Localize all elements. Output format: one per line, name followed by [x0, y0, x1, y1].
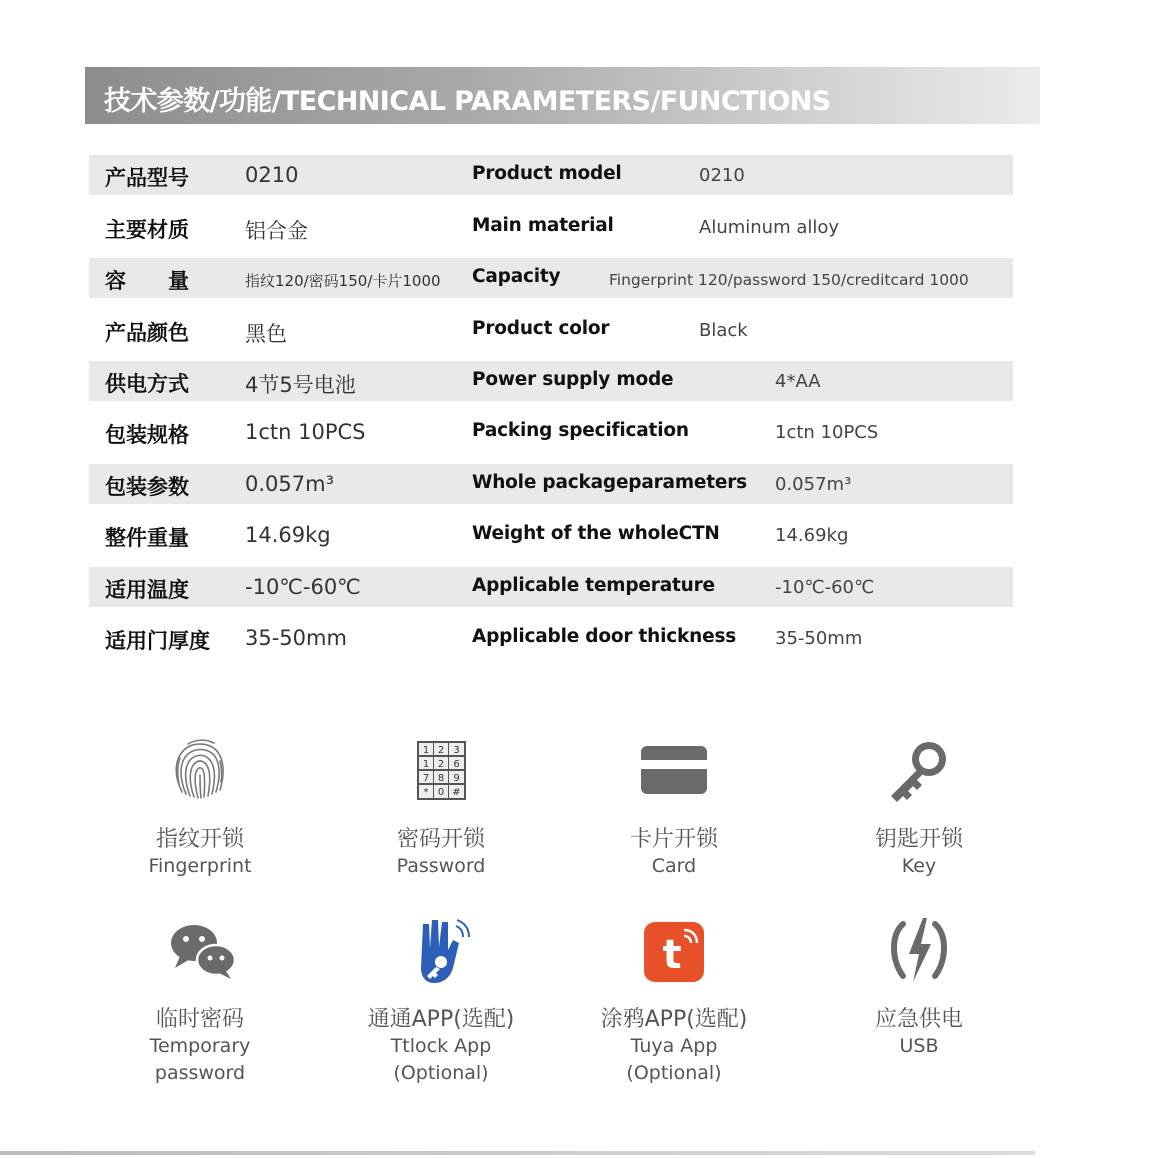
keypad-key: 1: [422, 759, 430, 770]
feature-cn-label: 涂鸦APP(选配): [600, 1007, 748, 1032]
keypad-key: 7: [422, 773, 430, 784]
feature-en-label: Ttlock App: [390, 1035, 492, 1057]
feature-password: [331, 730, 551, 880]
feature-en-label: Temporary: [149, 1035, 251, 1057]
spec-row-packing-spec: [89, 412, 1013, 452]
feature-en-label: Tuya App: [630, 1035, 718, 1057]
spec-row-weight: [89, 515, 1013, 555]
spec-en-value: 35-50mm: [775, 628, 863, 649]
spec-cn-label: 容 量: [105, 269, 189, 293]
section-header-banner: [85, 67, 1040, 124]
spec-cn-value: 铝合金: [245, 219, 308, 243]
keypad-key: *: [423, 787, 429, 798]
spec-cn-value: 1ctn 10PCS: [245, 420, 366, 444]
tuya-logo-letter: t: [662, 932, 682, 978]
spec-cn-label: 适用门厚度: [105, 629, 210, 653]
feature-en-label: Card: [651, 855, 697, 877]
feature-en-label: Fingerprint: [148, 855, 252, 877]
hand-key-icon: [401, 910, 481, 990]
feature-card: [564, 730, 784, 880]
spec-cn-value: 0.057m³: [245, 472, 334, 496]
feature-cn-label: 指纹开锁: [155, 827, 244, 852]
spec-en-value: 0.057m³: [775, 474, 852, 495]
spec-row-main-material: [89, 207, 1013, 247]
spec-en-value: -10℃-60℃: [775, 577, 875, 598]
spec-cn-label: 主要材质: [105, 218, 189, 242]
spec-row-product-model: [89, 155, 1013, 195]
spec-row-package-params: [89, 464, 1013, 504]
spec-cn-label: 产品颜色: [105, 321, 189, 345]
spec-cn-label: 整件重量: [105, 526, 189, 550]
spec-en-label: Packing specification: [472, 420, 689, 441]
keypad-key: 2: [437, 745, 445, 756]
keypad-key: #: [452, 787, 461, 798]
spec-cn-value: -10℃-60℃: [245, 575, 361, 599]
keypad-key: 1: [422, 745, 430, 756]
spec-cn-value: 指纹120/密码150/卡片1000: [245, 272, 441, 290]
spec-en-value: 1ctn 10PCS: [775, 422, 879, 443]
feature-en-label-line2: (Optional): [626, 1062, 722, 1084]
keypad-key: 9: [453, 773, 460, 784]
card-icon: [634, 730, 714, 810]
spec-en-label: Weight of the wholeCTN: [472, 523, 720, 544]
keypad-key: 3: [453, 745, 460, 756]
chat-bubbles-icon: [160, 910, 240, 990]
feature-cn-label: 密码开锁: [396, 827, 485, 852]
spec-cn-value: 14.69kg: [245, 523, 331, 547]
section-title: 技术参数/功能/TECHNICAL PARAMETERS/FUNCTIONS: [104, 86, 831, 117]
feature-en-label-line2: (Optional): [393, 1062, 489, 1084]
keypad-key: 8: [437, 773, 445, 784]
feature-en-label: USB: [899, 1035, 939, 1057]
spec-row-capacity: [89, 258, 1013, 298]
feature-emergency-power: [809, 910, 1029, 1060]
spec-en-value: 0210: [699, 165, 745, 186]
spec-cn-value: 黑色: [245, 322, 287, 346]
spec-en-label: Applicable door thickness: [472, 626, 737, 647]
spec-cn-value: 4节5号电池: [245, 373, 356, 397]
feature-tuya-app: [564, 910, 784, 1087]
feature-ttlock-app: [331, 910, 551, 1087]
spec-en-value: Black: [699, 320, 748, 341]
spec-cn-label: 适用温度: [105, 578, 189, 602]
spec-cn-value: 0210: [245, 163, 299, 187]
spec-row-power-supply: [89, 361, 1013, 401]
spec-cn-label: 产品型号: [105, 166, 189, 190]
spec-cn-label: 包装参数: [105, 475, 189, 499]
feature-temporary-password: [90, 910, 310, 1087]
feature-en-label: Key: [901, 855, 937, 877]
keypad-key: 2: [437, 759, 445, 770]
spec-cn-label: 供电方式: [105, 372, 189, 396]
fingerprint-icon: [160, 730, 240, 810]
feature-cn-label: 临时密码: [155, 1007, 244, 1032]
spec-row-temperature: [89, 567, 1013, 607]
key-icon: [879, 730, 959, 810]
spec-en-label: Capacity: [472, 266, 561, 287]
keypad-icon: [401, 730, 481, 810]
feature-cn-label: 通通APP(选配): [367, 1007, 515, 1032]
bottom-divider: [0, 1151, 1035, 1155]
emergency-power-icon: [879, 910, 959, 990]
feature-cn-label: 钥匙开锁: [874, 827, 963, 852]
keypad-key: 6: [453, 759, 460, 770]
feature-en-label: Password: [396, 855, 486, 877]
tuya-icon: [634, 910, 714, 990]
keypad-key: 0: [437, 787, 445, 798]
spec-en-label: Whole packageparameters: [472, 472, 747, 493]
spec-en-label: Applicable temperature: [472, 575, 715, 596]
spec-en-value: Fingerprint 120/password 150/creditcard 1000: [609, 271, 969, 289]
feature-key: [809, 730, 1029, 880]
spec-en-value: Aluminum alloy: [699, 217, 840, 238]
spec-cn-value: 35-50mm: [245, 626, 347, 650]
spec-row-door-thickness: [89, 618, 1013, 658]
spec-cn-label: 包装规格: [105, 423, 189, 447]
feature-cn-label: 应急供电: [874, 1007, 963, 1032]
spec-en-label: Main material: [472, 215, 614, 236]
feature-fingerprint: [90, 730, 310, 880]
feature-cn-label: 卡片开锁: [629, 827, 718, 852]
spec-en-value: 14.69kg: [775, 525, 849, 546]
spec-en-label: Power supply mode: [472, 369, 674, 390]
spec-en-label: Product color: [472, 318, 610, 339]
spec-en-value: 4*AA: [775, 371, 821, 392]
feature-en-label-line2: password: [154, 1062, 246, 1084]
spec-en-label: Product model: [472, 163, 622, 184]
spec-row-product-color: [89, 310, 1013, 350]
